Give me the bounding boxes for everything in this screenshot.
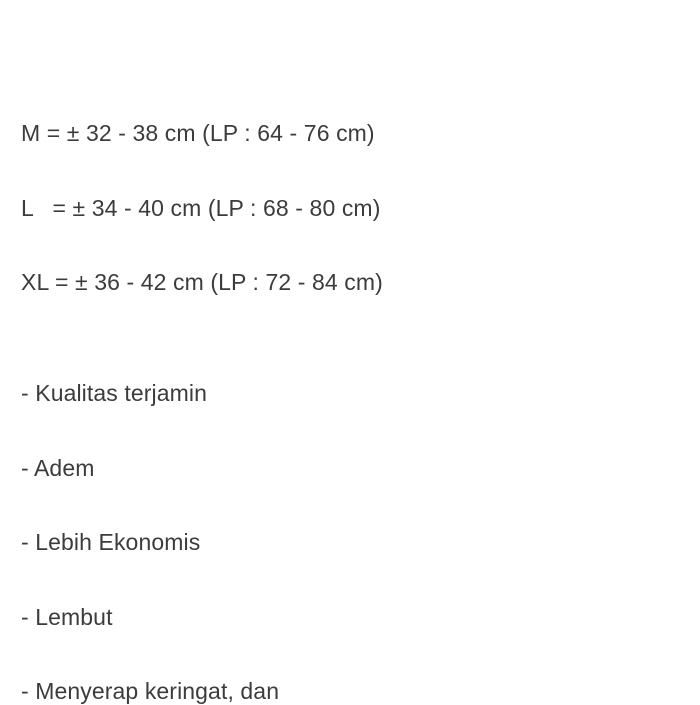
feature-item: - Lebih Ekonomis bbox=[21, 529, 201, 555]
feature-item: - Adem bbox=[21, 455, 95, 481]
feature-item: - Lembut bbox=[21, 604, 113, 630]
feature-item: - Menyerap keringat, dan bbox=[21, 678, 280, 704]
size-l-line: L = ± 34 - 40 cm (LP : 68 - 80 cm) bbox=[21, 195, 381, 221]
size-xl-line: XL = ± 36 - 42 cm (LP : 72 - 84 cm) bbox=[21, 269, 383, 295]
feature-item: - Kualitas terjamin bbox=[21, 380, 207, 406]
size-m-line: M = ± 32 - 38 cm (LP : 64 - 76 cm) bbox=[21, 120, 375, 146]
